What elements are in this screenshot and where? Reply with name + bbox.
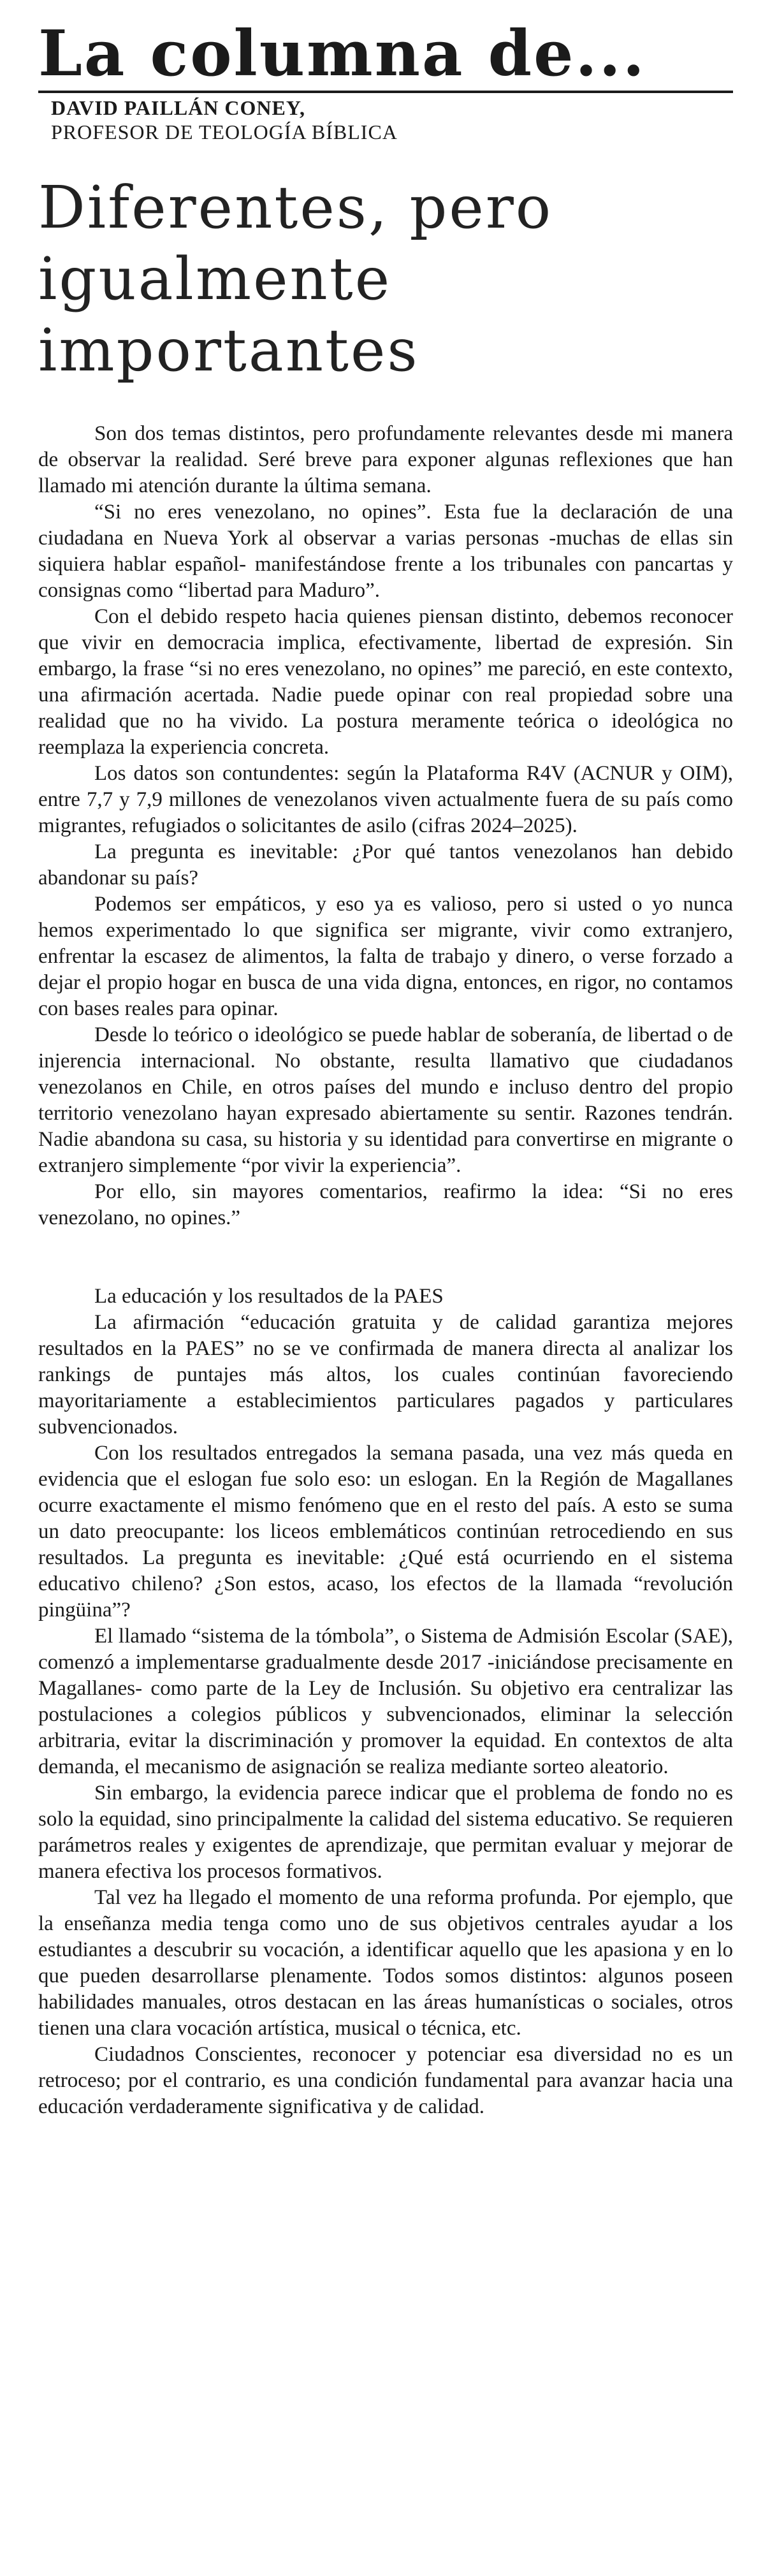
body-paragraph: “Si no eres venezolano, no opines”. Esta fue la declaración de una ciudadana en Nueva York al observar a varias personas -muchas de ellas sin siquiera hablar español- manifestándose frente a los tribunales con pancartas y consignas como “libertad para Maduro”. (38, 501, 733, 602)
body-paragraph: El llamado “sistema de la tómbola”, o Sistema de Admisión Escolar (SAE), comenzó a implementarse gradualmente desde 2017 -iniciándose precisamente en Magallanes- como parte de la Ley de Inclusión. Su objetivo era centralizar las postulaciones a colegios públicos y subvencionados, eliminar la selección arbitraria, evitar la discriminación y promover la equidad. En contextos de alta demanda, el mecanismo de asignación se realiza mediante sorteo aleatorio. (38, 1625, 733, 1778)
body-paragraph: Con los resultados entregados la semana pasada, una vez más queda en evidencia que el eslogan fue solo eso: un eslogan. En la Región de Magallanes ocurre exactamente el mismo fenómeno que en el resto del país. A esto se suma un dato preocupante: los liceos emblemáticos continúan retrocediendo en sus resultados. La pregunta es inevitable: ¿Qué está ocurriendo en el sistema educativo chileno? ¿Son estos, acaso, los efectos de la llamada “revolución pingüina”? (38, 1442, 733, 1621)
body-paragraph: Tal vez ha llegado el momento de una reforma profunda. Por ejemplo, que la enseñanza media tenga como uno de sus objetivos centrales ayudar a los estudiantes a descubrir su vocación, a identificar aquello que les apasiona y en lo que pueden desarrollarse plenamente. Todos somos distintos: algunos poseen habilidades manuales, otros destacan en las áreas humanísticas o sociales, otros tienen una clara vocación artística, musical o técnica, etc. (38, 1886, 733, 2040)
body-paragraph: Los datos son contundentes: según la Plataforma R4V (ACNUR y OIM), entre 7,7 y 7,9 millones de venezolanos viven actualmente fuera de su país como migrantes, refugiados o solicitantes de asilo (cifras 2024–2025). (38, 762, 733, 837)
body-paragraph: Por ello, sin mayores comentarios, reafirmo la idea: “Si no eres venezolano, no opines.” (38, 1180, 733, 1229)
body-paragraph: Son dos temas distintos, pero profundamente relevantes desde mi manera de observar la realidad. Seré breve para exponer algunas reflexiones que han llamado mi atención durante la última semana. (38, 422, 733, 497)
author-name: DAVID PAILLÁN CONEY, (51, 96, 306, 119)
body-paragraph: Ciudadnos Conscientes, reconocer y potenciar esa diversidad no es un retroceso; por el contrario, es una condición fundamental para avanzar hacia una educación verdaderamente significativa y de calidad. (38, 2043, 733, 2118)
body-paragraph: La afirmación “educación gratuita y de calidad garantiza mejores resultados en la PAES” no se ve confirmada de manera directa al analizar los rankings de puntajes más altos, los cuales continúan favoreciendo mayoritariamente a establecimientos particulares pagados y particulares subvencionados. (38, 1311, 733, 1438)
byline (51, 96, 733, 144)
body-paragraph: Podemos ser empáticos, y eso ya es valioso, pero si usted o yo nunca hemos experimentado lo que significa ser migrante, vivir como extranjero, enfrentar la escasez de alimentos, la falta de trabajo y dinero, o verse forzado a dejar el propio hogar en busca de una vida digna, entonces, en rigor, no contamos con bases reales para opinar. (38, 893, 733, 1020)
masthead-divider (38, 91, 733, 93)
section-title: La columna de... (38, 17, 646, 91)
body-paragraph: Desde lo teórico o ideológico se puede hablar de soberanía, de libertad o de injerencia internacional. No obstante, resulta llamativo que ciudadanos venezolanos en Chile, en otros países del mundo e incluso dentro del propio territorio venezolano hayan expresado abiertamente su sentir. Razones tendrán. Nadie abandona su casa, su historia y su identidad para convertirse en migrante o extranjero simplemente “por vivir la experiencia”. (38, 1023, 733, 1177)
article-headline: Diferentes, pero igualmente importantes (38, 173, 553, 384)
article-subhead: La educación y los resultados de la PAES (94, 1285, 444, 1308)
body-paragraph: La pregunta es inevitable: ¿Por qué tantos venezolanos han debido abandonar su país? (38, 840, 733, 889)
author-role: PROFESOR DE TEOLOGÍA BÍBLICA (51, 121, 398, 143)
body-paragraph: Sin embargo, la evidencia parece indicar que el problema de fondo no es solo la equidad, sino principalmente la calidad del sistema educativo. Se requieren parámetros reales y exigentes de aprendizaje, que permitan evaluar y mejorar de manera efectiva los procesos formativos. (38, 1782, 733, 1883)
body-paragraph: Con el debido respeto hacia quienes piensan distinto, debemos reconocer que vivir en democracia implica, efectivamente, libertad de expresión. Sin embargo, la frase “si no eres venezolano, no opines” me pareció, en este contexto, una afirmación acertada. Nadie puede opinar con real propiedad sobre una realidad que no ha vivido. La postura meramente teórica o ideológica no reemplaza la experiencia concreta. (38, 605, 733, 759)
column-masthead (38, 19, 733, 89)
article-body (38, 421, 733, 2120)
